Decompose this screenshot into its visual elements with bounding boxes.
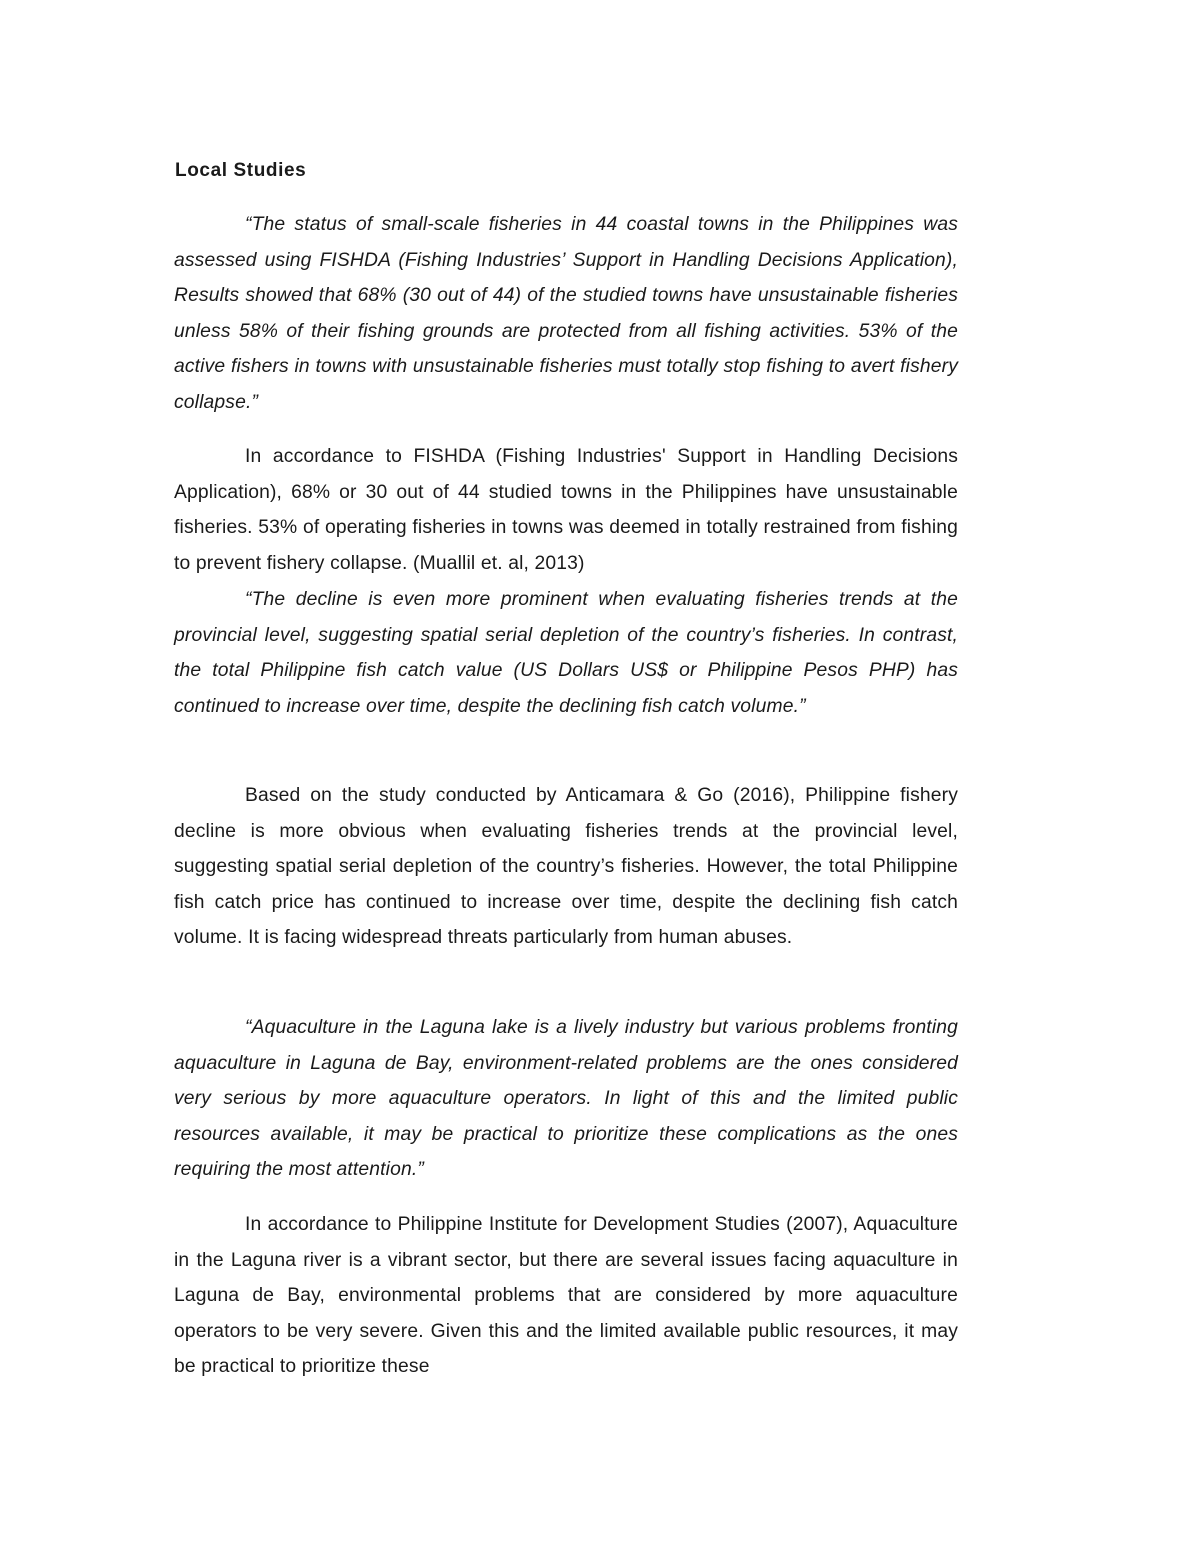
- quote-paragraph-fishda: “The status of small-scale fisheries in 44 coastal towns in the Philippines was assessed using FISHDA (Fishing Industries’ Support in Handling Decisions Application), Results showed that 68% (30 out of 44) of the studied towns have unsustainable fisheries unless 58% of their fishing grounds are protected from all fishing activities. 53% of the active fishers in towns with unsustainable fisheries must totally stop fishing to avert fishery collapse.”: [174, 214, 958, 413]
- quote-paragraph-provincial-decline: “The decline is even more prominent when evaluating fisheries trends at the provincial level, suggesting spatial serial depletion of the country’s fisheries. In contrast, the total Philippine fish catch value (US Dollars US$ or Philippine Pesos PHP) has continued to increase over time, despite the declining fish catch volume.”: [174, 589, 958, 717]
- paragraph-pids-2007: In accordance to Philippine Institute for Development Studies (2007), Aquaculture in the Laguna river is a vibrant sector, but there are several issues facing aquaculture in Laguna de Bay, environmental problems that are considered by more aquaculture operators to be very severe. Given this and the limited available public resources, it may be practical to prioritize these: [174, 1214, 958, 1378]
- quote-paragraph-laguna-aquaculture: “Aquaculture in the Laguna lake is a lively industry but various problems fronting aquaculture in Laguna de Bay, environment-related problems are the ones considered very serious by more aquaculture operators. In light of this and the limited public resources available, it may be practical to prioritize these complications as the ones requiring the most attention.”: [174, 1017, 958, 1181]
- paragraph-anticamara-go: Based on the study conducted by Anticamara & Go (2016), Philippine fishery decline is more obvious when evaluating fisheries trends at the provincial level, suggesting spatial serial depletion of the country’s fisheries. However, the total Philippine fish catch price has continued to increase over time, despite the declining fish catch volume. It is facing widespread threats particularly from human abuses.: [174, 785, 958, 949]
- paragraph-fishda-summary: In accordance to FISHDA (Fishing Industries' Support in Handling Decisions Application), 68% or 30 out of 44 studied towns in the Philippines have unsustainable fisheries. 53% of operating fisheries in towns was deemed in totally restrained from fishing to prevent fishery collapse. (Muallil et. al, 2013): [174, 446, 958, 574]
- section-heading: Local Studies: [175, 160, 307, 181]
